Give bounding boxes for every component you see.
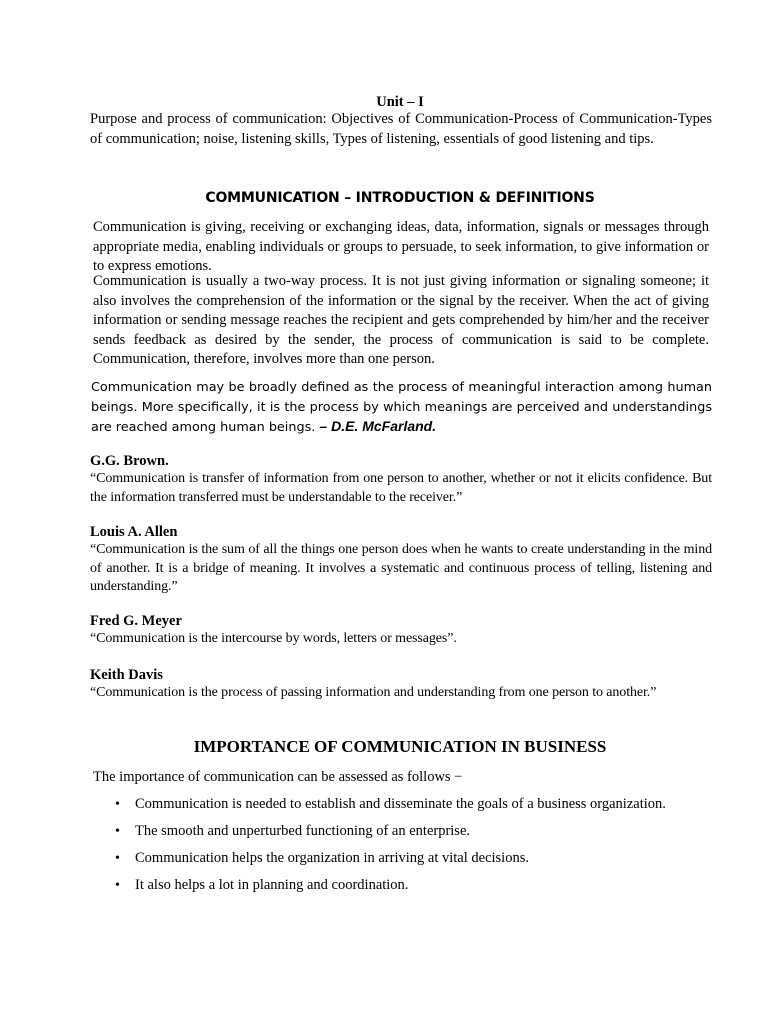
syllabus-text: Purpose and process of communication: Objectives of Communication-Process of Communication-Types of communication; noise, listening skills, Types of listening, essentials of good listening and tips. — [90, 111, 712, 147]
definition-quote-meyer: “Communication is the intercourse by words, letters or messages”. — [90, 631, 457, 646]
list-item-text: Communication helps the organization in arriving at vital decisions. — [135, 850, 529, 866]
definition-author-meyer: Fred G. Meyer — [90, 613, 182, 629]
list-item-text: It also helps a lot in planning and coordination. — [135, 877, 409, 893]
list-item — [93, 822, 713, 841]
intro-heading: COMMUNICATION – INTRODUCTION & DEFINITIONS — [205, 190, 595, 206]
definition-quote-allen: “Communication is the sum of all the things one person does when he wants to create understanding in the mind of another. It is a bridge of meaning. It involves a systematic and continuous process of telling, listening and understanding.” — [90, 542, 712, 594]
definition-quote-davis: “Communication is the process of passing information and understanding from one person to another.” — [90, 685, 657, 700]
list-item-text: Communication is needed to establish and disseminate the goals of a business organization. — [135, 796, 666, 812]
unit-title: Unit – I — [376, 94, 424, 110]
definition-author-davis: Keith Davis — [90, 667, 163, 683]
importance-intro: The importance of communication can be assessed as follows − — [93, 769, 463, 785]
bullet-icon: • — [115, 851, 120, 866]
list-item — [93, 849, 713, 868]
importance-list — [93, 795, 713, 903]
definition-quote-brown: “Communication is transfer of information from one person to another, whether or not it elicits confidence. But the information transferred must be understandable to the receiver.” — [90, 471, 712, 505]
bullet-icon: • — [115, 824, 120, 839]
definition-author-brown: G.G. Brown. — [90, 453, 169, 469]
definition-author-allen: Louis A. Allen — [90, 524, 178, 540]
mcfarland-definition — [91, 378, 712, 438]
list-item-text: The smooth and unperturbed functioning of an enterprise. — [135, 823, 471, 839]
intro-paragraph-1: Communication is giving, receiving or exchanging ideas, data, information, signals or messages through appropriate media, enabling individuals or groups to persuade, to seek information, to give information or to express emotions. — [93, 219, 709, 274]
importance-heading: IMPORTANCE OF COMMUNICATION IN BUSINESS — [193, 737, 607, 756]
bullet-icon: • — [115, 797, 120, 812]
list-item — [93, 795, 713, 814]
bullet-icon: • — [115, 878, 120, 893]
intro-paragraph-2: Communication is usually a two-way process. It is not just giving information or signaling someone; it also involves the comprehension of the information or the signal by the receiver. When the act of giving information or sending message reaches the recipient and gets comprehended by him/her and the receiver sends feedback as desired by the sender, the process of communication is said to be complete. Communication, therefore, involves more than one person. — [93, 273, 709, 367]
list-item — [93, 876, 713, 895]
mcfarland-author: – D.E. McFarland. — [319, 418, 437, 434]
mcfarland-quote: Communication may be broadly defined as the process of meaningful interaction among human beings. More specifically, it is the process by which meanings are perceived and understandings are reached among human beings. — [91, 380, 712, 435]
